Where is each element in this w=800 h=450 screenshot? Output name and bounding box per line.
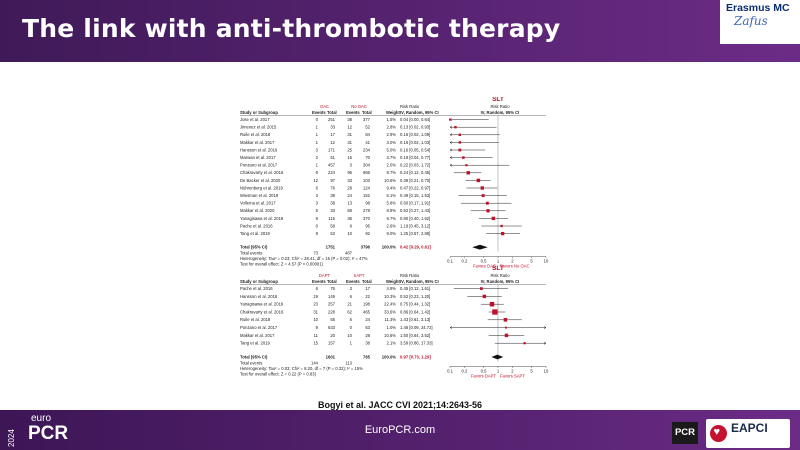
col-weight: Weight bbox=[386, 110, 400, 115]
col-weight: Weight bbox=[386, 279, 400, 284]
footer-url[interactable]: EuroPCR.com bbox=[364, 424, 436, 436]
weight: 10.6% bbox=[384, 177, 396, 183]
col-total1: Total bbox=[327, 279, 337, 284]
effect-square bbox=[492, 309, 497, 314]
ci-text: 0.04 [0.00, 0.64] bbox=[400, 117, 431, 122]
ci-text: 0.13 [0.02, 0.93] bbox=[400, 124, 431, 130]
effect-square bbox=[482, 194, 485, 197]
weight: 33.6% bbox=[384, 309, 396, 315]
total2: 377 bbox=[363, 117, 370, 122]
total1: 17 bbox=[330, 132, 335, 138]
axis-tick-label: 0.2 bbox=[461, 258, 468, 264]
events2: 24 bbox=[347, 193, 352, 198]
events2: 16 bbox=[347, 155, 352, 160]
events1: 19 bbox=[313, 293, 318, 299]
total1: 38 bbox=[330, 200, 335, 206]
weight: 11.3% bbox=[384, 317, 396, 323]
risk-ratio-header: Risk Ratio bbox=[400, 273, 420, 278]
pooled-diamond bbox=[491, 355, 503, 360]
forest-title: SLT bbox=[492, 97, 504, 103]
total-events2: 487 bbox=[345, 250, 352, 256]
weight: 6.1% bbox=[386, 193, 396, 198]
axis-tick-label: 1 bbox=[496, 368, 500, 374]
events1: 9 bbox=[315, 231, 318, 236]
weight: 3.7% bbox=[386, 155, 396, 160]
effect-square bbox=[449, 119, 451, 121]
ci-text: 3.59 [0.86, 17.33] bbox=[400, 340, 433, 346]
ci-text: 0.16 [0.05, 0.54] bbox=[400, 147, 431, 153]
effect-square bbox=[504, 318, 508, 322]
year-text: 2024 bbox=[7, 429, 16, 447]
total2: 966 bbox=[363, 170, 370, 176]
study-name: De Backer et al. 2020 bbox=[240, 177, 281, 183]
events2: 68 bbox=[347, 208, 352, 214]
weight: 9.7% bbox=[386, 170, 396, 176]
risk-ratio-header: Risk Ratio bbox=[400, 104, 420, 109]
effect-square bbox=[481, 186, 484, 189]
events1: 3 bbox=[315, 200, 318, 206]
study-name: Makkar et al. 2017 bbox=[240, 332, 275, 338]
weight: 22.4% bbox=[384, 301, 396, 307]
ci-text: 0.19 [0.04, 0.77] bbox=[400, 155, 431, 160]
study-name: Pache et al. 2016 bbox=[240, 286, 273, 291]
effect-square bbox=[492, 217, 495, 220]
weight: 8.8% bbox=[386, 208, 396, 214]
events1: 6 bbox=[315, 286, 318, 291]
ci-text: 0.80 [0.40, 1.62] bbox=[400, 215, 431, 221]
weight: 9.0% bbox=[386, 231, 396, 236]
total-t2: 3796 bbox=[360, 244, 370, 250]
col-total2: Total bbox=[362, 279, 372, 284]
forest-plot-figure bbox=[236, 97, 550, 387]
total2: 22 bbox=[365, 293, 370, 299]
events2: 10 bbox=[347, 231, 352, 236]
effect-square bbox=[454, 126, 456, 128]
total-t2: 765 bbox=[363, 354, 370, 360]
total-events-label: Total events bbox=[240, 360, 263, 366]
forest-title: SLT bbox=[492, 265, 504, 272]
total-weight: 100.0% bbox=[381, 354, 396, 360]
total1: 76 bbox=[330, 286, 335, 291]
total2: 103 bbox=[363, 177, 370, 183]
col-ci-plot: IV, Random, 95% CI bbox=[480, 279, 520, 284]
axis-tick-label: 2 bbox=[511, 258, 514, 264]
total1: 55 bbox=[330, 317, 335, 323]
ci-text: 0.49 [0.15, 1.53] bbox=[400, 193, 431, 198]
total-ci: 0.42 [0.29, 0.61] bbox=[400, 244, 431, 250]
total1: 53 bbox=[330, 231, 335, 236]
events1: 2 bbox=[315, 155, 318, 160]
total1: 58 bbox=[330, 223, 335, 229]
col-events1: Events bbox=[312, 279, 326, 284]
events2: 1 bbox=[349, 340, 352, 346]
weight: 1.5% bbox=[386, 117, 396, 122]
col-events2: Events bbox=[346, 279, 360, 284]
total2: 38 bbox=[365, 340, 370, 346]
weight: 3.0% bbox=[386, 139, 396, 145]
study-name: Ruile et al. 2018 bbox=[240, 132, 271, 138]
events1: 9 bbox=[315, 215, 318, 221]
total-events1: 144 bbox=[311, 360, 318, 366]
axis-tick-label: 0.1 bbox=[447, 368, 453, 374]
events2: 25 bbox=[347, 147, 352, 153]
effect-square bbox=[486, 202, 489, 205]
events2: 10 bbox=[347, 332, 352, 338]
total1: 157 bbox=[328, 340, 335, 346]
col-study: Study or Subgroup bbox=[240, 279, 278, 284]
col-ci: IV, Random, 95% CI bbox=[400, 279, 439, 284]
study-name: Tang et al. 2019 bbox=[240, 231, 270, 236]
total-ci: 0.97 [0.73, 1.29] bbox=[400, 354, 431, 360]
ci-text: 0.75 [0.44, 1.32] bbox=[400, 301, 431, 307]
total1: 224 bbox=[328, 170, 335, 176]
weight: 10.6% bbox=[384, 332, 396, 338]
events2: 28 bbox=[347, 185, 352, 191]
study-name: Chakravarty et al. 2016 bbox=[240, 170, 284, 176]
total-events-label: Total events bbox=[240, 250, 263, 256]
risk-ratio-header-plot: Risk Ratio bbox=[490, 273, 510, 278]
ci-text: 0.62 [0.27, 1.43] bbox=[400, 208, 431, 214]
ci-text: 1.50 [0.64, 3.52] bbox=[400, 332, 431, 338]
col-ci: IV, Random, 95% CI bbox=[400, 110, 439, 115]
study-name: Tang et al. 2019 bbox=[240, 340, 270, 346]
ci-text: 1.46 [0.09, 24.72] bbox=[400, 325, 433, 330]
total1: 33 bbox=[330, 208, 335, 214]
events1: 3 bbox=[315, 147, 318, 153]
events1: 0 bbox=[315, 117, 318, 122]
events2: 3 bbox=[349, 286, 352, 291]
events2: 6 bbox=[349, 293, 352, 299]
total2: 17 bbox=[365, 286, 370, 291]
total1: 633 bbox=[328, 325, 335, 330]
total1: 33 bbox=[330, 124, 335, 130]
axis-tick-label: 10 bbox=[543, 258, 549, 264]
heterogeneity: Heterogeneity: Tau² = 0.23; Chi² = 28.41, df = 15 (P = 0.02); I² = 47% bbox=[240, 256, 368, 262]
events2: 96 bbox=[347, 170, 352, 176]
total2: 465 bbox=[363, 309, 370, 315]
total2: 70 bbox=[365, 155, 370, 160]
weight: 2.8% bbox=[386, 124, 396, 130]
weight: 5.0% bbox=[386, 147, 396, 153]
total2: 24 bbox=[365, 317, 370, 323]
overall-effect: Test for overall effect: Z = 0.22 (P = 0.83) bbox=[240, 371, 316, 377]
effect-square bbox=[501, 232, 504, 235]
eapci-logo bbox=[706, 419, 790, 448]
total-events1: 73 bbox=[313, 250, 318, 256]
total2: 152 bbox=[363, 193, 370, 198]
ci-text: 0.39 [0.21, 0.70] bbox=[400, 177, 431, 183]
ci-text: 0.22 [0.03, 1.72] bbox=[400, 162, 431, 168]
events1: 9 bbox=[315, 325, 318, 330]
events1: 6 bbox=[315, 170, 318, 176]
effect-square bbox=[458, 149, 461, 152]
group1-label: DAPT bbox=[318, 273, 331, 278]
events1: 31 bbox=[313, 309, 318, 315]
col-total2: Total bbox=[362, 110, 372, 115]
events1: 5 bbox=[315, 208, 318, 214]
study-name: Pache et al. 2016 bbox=[240, 223, 273, 229]
effect-square bbox=[462, 156, 465, 159]
total1: 97 bbox=[330, 177, 335, 183]
weight: 5.8% bbox=[386, 200, 396, 206]
citation: Bogyi et al. JACC CVI 2021;14:2643-56 bbox=[317, 400, 483, 410]
ci-text: 0.24 [0.12, 0.45] bbox=[400, 170, 431, 176]
total2: 28 bbox=[365, 332, 370, 338]
weight: 9.7% bbox=[386, 215, 396, 221]
effect-square bbox=[483, 295, 486, 298]
study-name: Hansson et al. 2016 bbox=[240, 293, 278, 299]
axis-tick-label: 0.5 bbox=[480, 258, 487, 264]
overall-effect: Test for overall effect: Z = 4.57 (P < 0.00001) bbox=[240, 261, 323, 267]
heterogeneity: Heterogeneity: Tau² = 0.03; Chi² = 8.20, df = 7 (P = 0.32); I² = 15% bbox=[240, 365, 363, 371]
col-total1: Total bbox=[327, 110, 337, 115]
events1: 3 bbox=[315, 193, 318, 198]
logo-name: Erasmus MC bbox=[726, 2, 790, 14]
events1: 15 bbox=[313, 340, 318, 346]
axis-tick-label: 1 bbox=[496, 258, 500, 264]
total2: 370 bbox=[363, 215, 370, 221]
favors-left: Favors OAC bbox=[472, 263, 496, 269]
study-name: Ponzano et al. 2017 bbox=[240, 325, 278, 330]
study-name: Makkar et al. 2017 bbox=[240, 139, 275, 145]
events1: 12 bbox=[313, 177, 318, 183]
axis-tick-label: 10 bbox=[543, 368, 549, 374]
effect-square bbox=[490, 302, 495, 307]
study-name: Vollema et al. 2017 bbox=[240, 200, 276, 206]
study-name: Ruile et al. 2018 bbox=[240, 317, 271, 323]
effect-square bbox=[480, 287, 483, 290]
brand-pcr: PCR bbox=[28, 423, 69, 444]
events2: 33 bbox=[347, 177, 352, 183]
heart-icon: ♥ bbox=[710, 425, 727, 442]
erasmus-logo bbox=[720, 0, 800, 44]
axis-tick-label: 5 bbox=[530, 258, 533, 264]
events2: 9 bbox=[349, 223, 352, 229]
effect-square bbox=[524, 342, 526, 344]
ci-text: 1.43 [0.61, 3.13] bbox=[400, 317, 431, 323]
axis-tick-label: 5 bbox=[530, 368, 533, 374]
study-name: Ponzano et al. 2017 bbox=[240, 162, 278, 168]
total1: 457 bbox=[328, 162, 335, 168]
study-name: Yanagisawa et al. 2019 bbox=[240, 301, 284, 307]
ci-text: 1.19 [0.45, 3.12] bbox=[400, 223, 431, 229]
weight: 2.1% bbox=[386, 340, 396, 346]
effect-square bbox=[505, 334, 508, 337]
events2: 3 bbox=[349, 162, 352, 168]
study-name: Hansson et al. 2016 bbox=[240, 147, 278, 153]
total1: 115 bbox=[328, 215, 335, 221]
weight: 2.9% bbox=[386, 132, 396, 138]
total2: 84 bbox=[365, 132, 370, 138]
total-t1: 1751 bbox=[325, 244, 335, 250]
weight: 9.4% bbox=[386, 185, 396, 191]
total1: 39 bbox=[330, 193, 335, 198]
slide-title: The link with anti-thrombotic therapy bbox=[22, 14, 561, 43]
effect-square bbox=[459, 134, 461, 136]
events2: 62 bbox=[347, 309, 352, 315]
total2: 124 bbox=[363, 185, 370, 191]
total1: 51 bbox=[330, 155, 335, 160]
study-name: Chakravarty et al. 2016 bbox=[240, 309, 284, 315]
col-events2: Events bbox=[346, 110, 360, 115]
total-weight: 100.0% bbox=[381, 244, 396, 250]
events1: 10 bbox=[313, 317, 318, 323]
total2: 98 bbox=[365, 200, 370, 206]
events1: 1 bbox=[315, 139, 318, 145]
events2: 36 bbox=[347, 215, 352, 221]
risk-ratio-header-plot: Risk Ratio bbox=[490, 104, 510, 109]
total1: 76 bbox=[330, 185, 335, 191]
total2: 52 bbox=[365, 124, 370, 130]
effect-square bbox=[486, 209, 489, 212]
study-name: Makkar et al. 2020 bbox=[240, 208, 275, 214]
weight: 2.0% bbox=[386, 162, 396, 168]
total-t1: 1601 bbox=[325, 354, 335, 360]
effect-square bbox=[500, 225, 502, 227]
eapci-text: EAPCI bbox=[731, 421, 768, 435]
effect-square bbox=[459, 141, 461, 143]
total1: 251 bbox=[328, 117, 335, 122]
total1: 171 bbox=[328, 147, 335, 153]
group2-label: No OAC bbox=[351, 104, 367, 109]
total1: 228 bbox=[328, 309, 335, 315]
col-events1: Events bbox=[312, 110, 326, 115]
weight: 4.9% bbox=[386, 286, 396, 291]
effect-square bbox=[505, 327, 507, 329]
total1: 257 bbox=[328, 301, 335, 307]
favors-left: Favors DAPT bbox=[470, 373, 496, 379]
total2: 278 bbox=[363, 208, 370, 214]
study-name: Marwan et al. 2017 bbox=[240, 155, 276, 160]
total1: 20 bbox=[330, 332, 335, 338]
events1: 11 bbox=[313, 332, 318, 338]
total2: 92 bbox=[365, 231, 370, 236]
total-events2: 113 bbox=[345, 360, 352, 366]
total-label: Total (95% CI) bbox=[240, 354, 268, 360]
axis-tick-label: 2 bbox=[511, 368, 514, 374]
events1: 0 bbox=[315, 223, 318, 229]
logo-script: Zafus bbox=[734, 14, 768, 28]
study-name: Wiesman et al. 2019 bbox=[240, 193, 279, 198]
total1: 12 bbox=[330, 139, 335, 145]
weight: 10.3% bbox=[384, 293, 396, 299]
ci-text: 1.25 [0.57, 2.88] bbox=[400, 231, 431, 236]
ci-text: 0.60 [0.17, 1.91] bbox=[400, 200, 431, 206]
ci-text: 0.16 [0.02, 1.09] bbox=[400, 132, 431, 138]
events1: 1 bbox=[315, 162, 318, 168]
weight: 1.0% bbox=[386, 325, 396, 330]
total2: 304 bbox=[363, 162, 370, 168]
events2: 31 bbox=[347, 139, 352, 145]
total2: 198 bbox=[363, 301, 370, 307]
total2: 41 bbox=[365, 139, 370, 145]
study-name: Jimenez et al. 2015 bbox=[240, 124, 277, 130]
group2-label: SAPT bbox=[353, 273, 365, 278]
events1: 1 bbox=[315, 124, 318, 130]
study-name: Nührenberg et al. 2019 bbox=[240, 185, 283, 191]
ci-text: 0.16 [0.02, 1.03] bbox=[400, 139, 431, 145]
favors-right: Favors No OAC bbox=[500, 263, 530, 269]
ci-text: 0.47 [0.22, 0.97] bbox=[400, 185, 431, 191]
axis-tick-label: 0.5 bbox=[480, 368, 487, 374]
events2: 0 bbox=[349, 325, 352, 330]
events1: 1 bbox=[315, 132, 318, 138]
events2: 6 bbox=[349, 317, 352, 323]
axis-tick-label: 0.1 bbox=[447, 258, 453, 264]
events2: 13 bbox=[347, 200, 352, 206]
forest-plot-svg bbox=[236, 97, 550, 387]
ci-text: 0.86 [0.64, 1.42] bbox=[400, 309, 431, 315]
ci-text: 0.45 [0.12, 1.61] bbox=[400, 286, 431, 291]
study-name: Yanagisawa et al. 2019 bbox=[240, 215, 284, 221]
effect-square bbox=[465, 164, 467, 166]
total1: 149 bbox=[328, 293, 335, 299]
pcr-badge: PCR bbox=[672, 422, 698, 444]
total2: 95 bbox=[365, 223, 370, 229]
total2: 63 bbox=[365, 325, 370, 330]
events1: 23 bbox=[313, 301, 318, 307]
brand-euro: euro bbox=[31, 413, 52, 424]
pooled-diamond bbox=[472, 245, 488, 250]
effect-square bbox=[467, 171, 470, 174]
events2: 21 bbox=[347, 301, 352, 307]
events2: 38 bbox=[347, 117, 352, 122]
col-ci-plot: IV, Random, 95% CI bbox=[480, 110, 520, 115]
favors-right: Favors SAPT bbox=[500, 373, 525, 379]
col-study: Study or Subgroup bbox=[240, 110, 278, 115]
study-name: Jose et al. 2017 bbox=[240, 117, 270, 122]
group1-label: OAC bbox=[319, 104, 330, 109]
events2: 31 bbox=[347, 132, 352, 138]
axis-tick-label: 0.2 bbox=[461, 368, 468, 374]
effect-square bbox=[477, 179, 480, 182]
total2: 234 bbox=[363, 147, 370, 153]
weight: 2.6% bbox=[386, 223, 396, 229]
ci-text: 0.52 [0.23, 1.20] bbox=[400, 293, 431, 299]
events2: 12 bbox=[347, 124, 352, 130]
events1: 6 bbox=[315, 185, 318, 191]
total-label: Total (95% CI) bbox=[240, 244, 268, 250]
